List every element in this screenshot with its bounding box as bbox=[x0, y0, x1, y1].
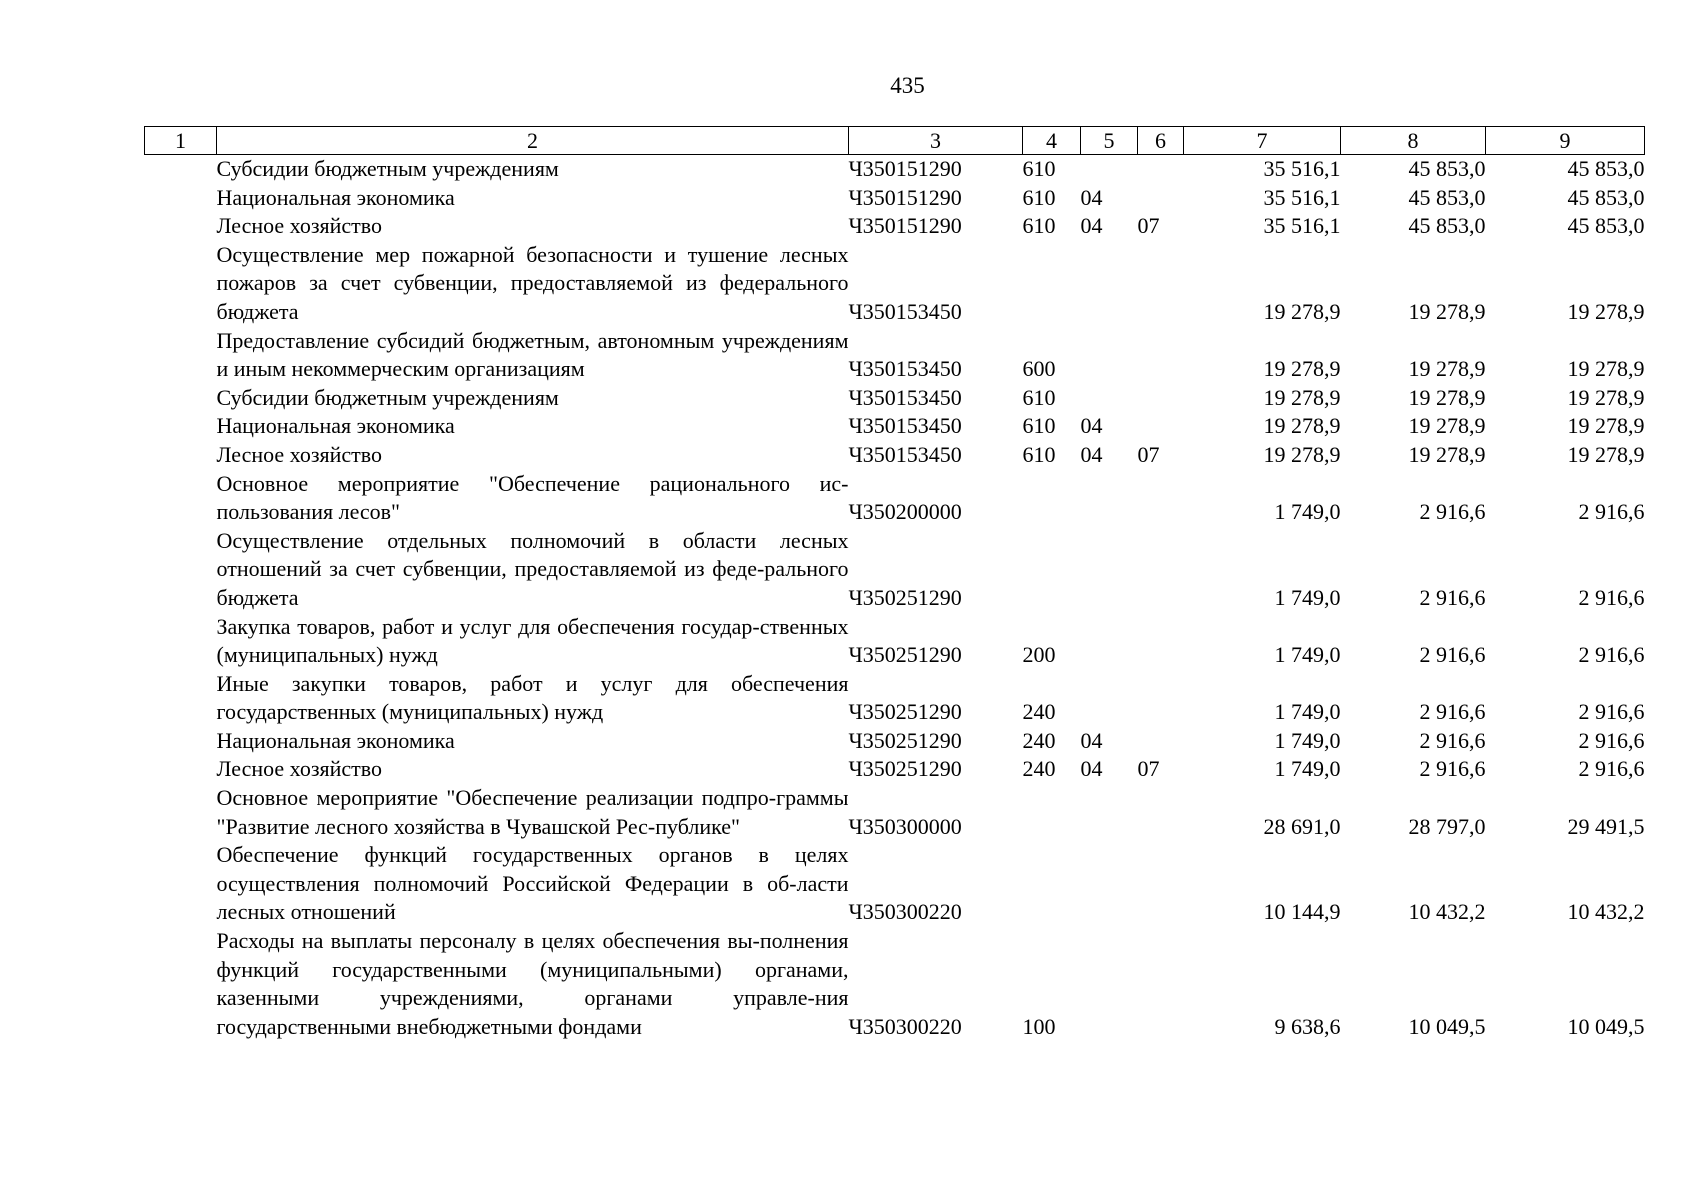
cell-expense-type: 600 bbox=[1022, 356, 1056, 382]
cell-code: Ч350151290 bbox=[848, 156, 962, 181]
cell-value-1: 1 749,0 bbox=[1274, 756, 1341, 782]
cell-value-1: 35 516,1 bbox=[1263, 156, 1341, 181]
cell-value-3: 45 853,0 bbox=[1567, 156, 1645, 181]
cell-value-2: 19 278,9 bbox=[1408, 413, 1486, 439]
cell-name: Осуществление отдельных полномочий в области лесных отношений за счет субвенции, предоставляемой из феде-рального бюджета bbox=[216, 527, 849, 610]
cell-index bbox=[145, 755, 217, 784]
header-cell-9: 9 bbox=[1486, 127, 1645, 155]
cell-value-3: 19 278,9 bbox=[1567, 298, 1645, 324]
cell-value-3: 10 432,2 bbox=[1567, 899, 1645, 925]
cell-value-2: 2 916,6 bbox=[1419, 584, 1486, 610]
cell-value-3: 19 278,9 bbox=[1567, 441, 1645, 467]
cell-value-1: 1 749,0 bbox=[1274, 584, 1341, 610]
cell-value-2: 28 797,0 bbox=[1408, 813, 1486, 839]
cell-value-2: 2 916,6 bbox=[1419, 727, 1486, 753]
cell-value-3: 2 916,6 bbox=[1578, 642, 1645, 668]
cell-index bbox=[145, 327, 217, 384]
header-cell-8: 8 bbox=[1341, 127, 1486, 155]
table-row bbox=[145, 670, 1645, 727]
header-cell-2: 2 bbox=[217, 127, 849, 155]
cell-value-1: 10 144,9 bbox=[1263, 899, 1341, 925]
cell-value-3: 2 916,6 bbox=[1578, 699, 1645, 725]
cell-value-1: 19 278,9 bbox=[1263, 441, 1341, 467]
table-row bbox=[145, 184, 1645, 213]
cell-value-2: 10 432,2 bbox=[1408, 899, 1486, 925]
cell-value-1: 1 749,0 bbox=[1274, 727, 1341, 753]
cell-code: Ч350200000 bbox=[848, 499, 962, 525]
cell-expense-type bbox=[1023, 470, 1081, 527]
cell-value-2: 2 916,6 bbox=[1419, 499, 1486, 525]
cell-value-1: 35 516,1 bbox=[1263, 184, 1341, 210]
cell-subsection bbox=[1138, 184, 1184, 213]
table-row bbox=[145, 784, 1645, 841]
cell-index bbox=[145, 212, 217, 241]
cell-index bbox=[145, 155, 217, 184]
table-row bbox=[145, 241, 1645, 327]
cell-subsection bbox=[1138, 727, 1184, 756]
cell-code: Ч350153450 bbox=[848, 413, 962, 439]
cell-expense-type bbox=[1023, 841, 1081, 927]
cell-section: 04 bbox=[1080, 413, 1103, 439]
cell-value-3: 19 278,9 bbox=[1567, 413, 1645, 439]
cell-name: Основное мероприятие "Обеспечение реализации подпро-граммы "Развитие лесного хозяйства в Чувашской Рес-публике" bbox=[216, 785, 849, 839]
table-row bbox=[145, 755, 1645, 784]
cell-subsection bbox=[1138, 241, 1184, 327]
cell-name: Лесное хозяйство bbox=[216, 441, 383, 467]
cell-section bbox=[1081, 155, 1138, 184]
cell-code: Ч350300000 bbox=[848, 813, 962, 839]
cell-value-1: 35 516,1 bbox=[1263, 213, 1341, 239]
cell-value-1: 19 278,9 bbox=[1263, 413, 1341, 439]
cell-value-3: 2 916,6 bbox=[1578, 499, 1645, 525]
cell-expense-type: 610 bbox=[1022, 384, 1056, 410]
cell-subsection bbox=[1138, 470, 1184, 527]
cell-index bbox=[145, 412, 217, 441]
cell-section: 04 bbox=[1080, 756, 1103, 782]
cell-subsection bbox=[1138, 670, 1184, 727]
cell-code: Ч350251290 bbox=[848, 699, 962, 725]
cell-section: 04 bbox=[1080, 213, 1103, 239]
cell-index bbox=[145, 441, 217, 470]
cell-expense-type: 610 bbox=[1022, 441, 1056, 467]
header-cell-5: 5 bbox=[1081, 127, 1138, 155]
cell-code: Ч350251290 bbox=[848, 756, 962, 782]
cell-subsection bbox=[1138, 841, 1184, 927]
cell-expense-type: 240 bbox=[1022, 699, 1056, 725]
cell-value-3: 19 278,9 bbox=[1567, 384, 1645, 410]
cell-section bbox=[1081, 384, 1138, 413]
page-number: 435 bbox=[890, 73, 925, 98]
cell-name: Национальная экономика bbox=[216, 184, 455, 210]
cell-section bbox=[1081, 841, 1138, 927]
table-row bbox=[145, 155, 1645, 184]
cell-code: Ч350153450 bbox=[848, 441, 962, 467]
cell-section bbox=[1081, 670, 1138, 727]
cell-index bbox=[145, 784, 217, 841]
cell-value-1: 9 638,6 bbox=[1274, 1013, 1341, 1039]
cell-value-1: 19 278,9 bbox=[1263, 384, 1341, 410]
table-row bbox=[145, 470, 1645, 527]
cell-subsection bbox=[1138, 327, 1184, 384]
cell-value-3: 29 491,5 bbox=[1567, 813, 1645, 839]
cell-subsection: 07 bbox=[1137, 756, 1160, 782]
cell-subsection: 07 bbox=[1137, 213, 1160, 239]
cell-value-1: 1 749,0 bbox=[1274, 499, 1341, 525]
cell-expense-type: 610 bbox=[1022, 184, 1056, 210]
cell-index bbox=[145, 384, 217, 413]
table-row bbox=[145, 212, 1645, 241]
cell-value-1: 1 749,0 bbox=[1274, 642, 1341, 668]
table-row bbox=[145, 841, 1645, 927]
cell-section bbox=[1081, 613, 1138, 670]
cell-code: Ч350251290 bbox=[848, 642, 962, 668]
cell-value-3: 45 853,0 bbox=[1567, 184, 1645, 210]
table-row bbox=[145, 412, 1645, 441]
cell-value-3: 2 916,6 bbox=[1578, 727, 1645, 753]
header-cell-7: 7 bbox=[1184, 127, 1341, 155]
cell-subsection bbox=[1138, 155, 1184, 184]
cell-name: Субсидии бюджетным учреждениям bbox=[216, 156, 559, 181]
cell-section: 04 bbox=[1080, 727, 1103, 753]
table-row bbox=[145, 727, 1645, 756]
header-cell-3: 3 bbox=[849, 127, 1023, 155]
cell-code: Ч350153450 bbox=[848, 298, 962, 324]
cell-subsection: 07 bbox=[1137, 441, 1160, 467]
cell-expense-type bbox=[1023, 527, 1081, 613]
cell-index bbox=[145, 527, 217, 613]
cell-name: Обеспечение функций государственных органов в целях осуществления полномочий Российской Федерации в об-ласти лесных отношений bbox=[216, 842, 849, 925]
cell-index bbox=[145, 727, 217, 756]
cell-section bbox=[1081, 470, 1138, 527]
cell-expense-type: 610 bbox=[1022, 213, 1056, 239]
cell-index bbox=[145, 241, 217, 327]
cell-subsection bbox=[1138, 384, 1184, 413]
cell-value-2: 19 278,9 bbox=[1408, 298, 1486, 324]
cell-index bbox=[145, 613, 217, 670]
cell-code: Ч350153450 bbox=[848, 356, 962, 382]
header-cell-1: 1 bbox=[145, 127, 217, 155]
cell-value-3: 45 853,0 bbox=[1567, 213, 1645, 239]
cell-name: Осуществление мер пожарной безопасности и тушение лесных пожаров за счет субвенции, предоставляемой из федерального бюджета bbox=[216, 241, 849, 324]
cell-value-2: 45 853,0 bbox=[1408, 184, 1486, 210]
cell-name: Субсидии бюджетным учреждениям bbox=[216, 384, 559, 410]
table-body bbox=[145, 155, 1645, 1042]
header-cell-6: 6 bbox=[1138, 127, 1184, 155]
cell-name: Расходы на выплаты персоналу в целях обеспечения вы-полнения функций государственными (муниципальными) органами, казенными учреждениями, органами управле-ния государственными внебюджетными фондами bbox=[216, 928, 849, 1039]
cell-index bbox=[145, 927, 217, 1041]
cell-code: Ч350251290 bbox=[848, 584, 962, 610]
table-row bbox=[145, 384, 1645, 413]
cell-subsection bbox=[1138, 613, 1184, 670]
cell-value-2: 45 853,0 bbox=[1408, 213, 1486, 239]
cell-subsection bbox=[1138, 784, 1184, 841]
cell-name: Национальная экономика bbox=[216, 413, 455, 439]
cell-section bbox=[1081, 527, 1138, 613]
cell-name: Основное мероприятие "Обеспечение рационального ис-пользования лесов" bbox=[216, 470, 849, 525]
cell-name: Лесное хозяйство bbox=[216, 213, 383, 239]
cell-expense-type: 610 bbox=[1022, 156, 1056, 181]
cell-value-2: 2 916,6 bbox=[1419, 756, 1486, 782]
cell-section: 04 bbox=[1080, 441, 1103, 467]
cell-code: Ч350300220 bbox=[848, 1013, 962, 1039]
cell-expense-type: 610 bbox=[1022, 413, 1056, 439]
table-row bbox=[145, 927, 1645, 1041]
cell-section bbox=[1081, 784, 1138, 841]
table-row bbox=[145, 613, 1645, 670]
cell-value-2: 10 049,5 bbox=[1408, 1013, 1486, 1039]
cell-value-3: 10 049,5 bbox=[1567, 1013, 1645, 1039]
cell-section bbox=[1081, 927, 1138, 1041]
cell-expense-type: 240 bbox=[1022, 727, 1056, 753]
cell-expense-type: 100 bbox=[1022, 1013, 1056, 1039]
cell-name: Национальная экономика bbox=[216, 727, 455, 753]
cell-code: Ч350151290 bbox=[848, 213, 962, 239]
cell-value-3: 2 916,6 bbox=[1578, 756, 1645, 782]
cell-index bbox=[145, 184, 217, 213]
table-row bbox=[145, 327, 1645, 384]
budget-table bbox=[144, 126, 1645, 1041]
cell-value-2: 45 853,0 bbox=[1408, 156, 1486, 181]
cell-name: Иные закупки товаров, работ и услуг для обеспечения государственных (муниципальных) нужд bbox=[216, 670, 849, 725]
cell-value-1: 19 278,9 bbox=[1263, 356, 1341, 382]
cell-code: Ч350251290 bbox=[848, 727, 962, 753]
cell-code: Ч350151290 bbox=[848, 184, 962, 210]
table-row bbox=[145, 527, 1645, 613]
cell-index bbox=[145, 670, 217, 727]
cell-value-1: 1 749,0 bbox=[1274, 699, 1341, 725]
cell-index bbox=[145, 841, 217, 927]
cell-value-2: 19 278,9 bbox=[1408, 441, 1486, 467]
cell-section bbox=[1081, 241, 1138, 327]
cell-section: 04 bbox=[1080, 184, 1103, 210]
cell-expense-type: 240 bbox=[1022, 756, 1056, 782]
cell-value-2: 19 278,9 bbox=[1408, 384, 1486, 410]
cell-name: Лесное хозяйство bbox=[216, 756, 383, 782]
cell-code: Ч350153450 bbox=[848, 384, 962, 410]
cell-expense-type bbox=[1023, 784, 1081, 841]
cell-value-2: 2 916,6 bbox=[1419, 642, 1486, 668]
header-cell-4: 4 bbox=[1023, 127, 1081, 155]
cell-expense-type bbox=[1023, 241, 1081, 327]
cell-expense-type: 200 bbox=[1022, 642, 1056, 668]
table-row bbox=[145, 441, 1645, 470]
cell-value-2: 19 278,9 bbox=[1408, 356, 1486, 382]
cell-name: Закупка товаров, работ и услуг для обеспечения государ-ственных (муниципальных) нужд bbox=[216, 613, 849, 668]
cell-value-3: 19 278,9 bbox=[1567, 356, 1645, 382]
cell-value-1: 19 278,9 bbox=[1263, 298, 1341, 324]
cell-index bbox=[145, 470, 217, 527]
cell-code: Ч350300220 bbox=[848, 899, 962, 925]
cell-value-1: 28 691,0 bbox=[1263, 813, 1341, 839]
cell-name: Предоставление субсидий бюджетным, автономным учреждениям и иным некоммерческим организациям bbox=[216, 327, 849, 382]
table-header bbox=[145, 127, 1645, 155]
cell-value-2: 2 916,6 bbox=[1419, 699, 1486, 725]
cell-subsection bbox=[1138, 927, 1184, 1041]
cell-subsection bbox=[1138, 527, 1184, 613]
cell-subsection bbox=[1138, 412, 1184, 441]
header-row bbox=[145, 127, 1645, 155]
cell-section bbox=[1081, 327, 1138, 384]
cell-value-3: 2 916,6 bbox=[1578, 584, 1645, 610]
